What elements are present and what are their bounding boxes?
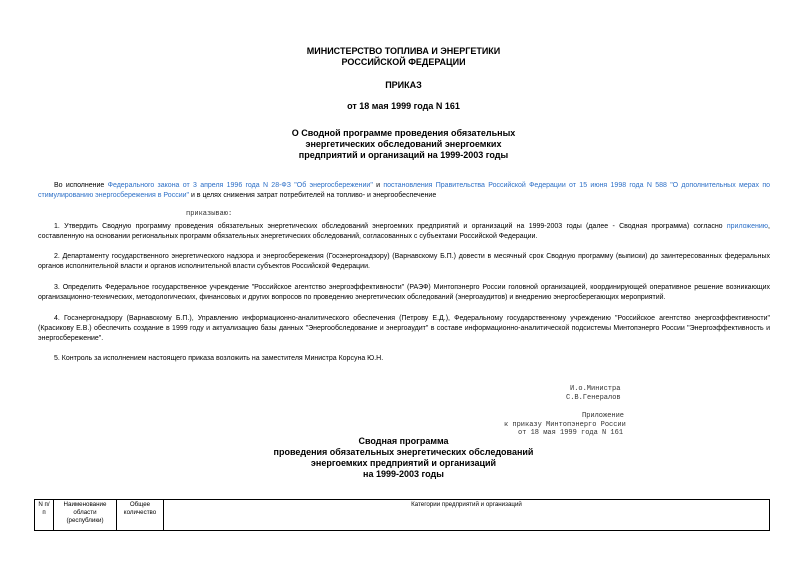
program-title	[0, 436, 807, 480]
table-header-row	[35, 500, 770, 531]
appendix-order-ref: к приказу Минтопэнерго России	[504, 421, 626, 429]
decree-link[interactable]: постановления Правительства Российской Федерации от 15 июня 1998 года N 588 "О дополнительных мерах по стимулированию энергосбережения в России"	[38, 182, 771, 199]
item-1	[38, 222, 770, 242]
ministry-line-1: МИНИСТЕРСТВО ТОПЛИВА И ЭНЕРГЕТИКИ	[306, 46, 501, 56]
preamble-text-end: и в целях снижения затрат потребителей на топливо- и энергообеспечение	[189, 192, 437, 199]
header-region: Наименование области (республики)	[54, 500, 117, 531]
doc-date-number: от 18 мая 1999 года N 161	[347, 101, 460, 111]
program-title-line-3: энергоемких предприятий и организаций	[310, 458, 497, 468]
item-3: 3. Определить Федеральное государственное учреждение "Российское агентство энергоэффективности" (РАЭФ) Минтопэнерго России головной организацией, координирующей оперативное решение возникающих организационно-технических, методологических, финансовых и других вопросов по проведению энергетических обследований (энергоаудитов) и внедрению энергосберегающих мероприятий.	[38, 284, 770, 301]
item-5: 5. Контроль за исполнением настоящего приказа возложить на заместителя Министра Корсуна Ю.Н.	[54, 355, 384, 362]
program-title-line-4: на 1999-2003 годы	[363, 469, 444, 479]
doc-type: ПРИКАЗ	[385, 80, 422, 90]
order-word: приказываю:	[186, 210, 233, 218]
ministry-heading	[0, 46, 807, 68]
preamble-paragraph	[38, 181, 770, 201]
order-title-line-2: энергетических обследований энергоемких	[305, 139, 502, 149]
item-2: 2. Департаменту государственного энергетического надзора и энергосбережения (Госэнергонадзору) (Варнавскому Б.П.) довести в месячный срок Сводную программу (выписки) до заинтересованных федеральных органов исполнительной власти и органов исполнительной власти субъектов Российской Федерации.	[38, 253, 770, 270]
preamble-text-start: Во исполнение	[54, 182, 108, 189]
appendix-link[interactable]: приложению	[726, 223, 769, 230]
ministry-line-2: РОССИЙСКОЙ ФЕДЕРАЦИИ	[341, 57, 466, 67]
header-number: N п/п	[35, 500, 54, 531]
item-4: 4. Госэнергонадзору (Варнавскому Б.П.), Управлению информационно-аналитического обеспечения (Петрову Е.Д.), Федеральному государственному учреждению "Российское агентство энергоэффективности" (Красикову Е.В.) обеспечить создание в 1999 году и актуализацию базы данных "Энергообследование и энергоаудит" в составе информационно-аналитической подсистемы Минтопэнерго России "Энергоэффективность и энергосбережение".	[38, 315, 770, 342]
signature-title: И.о.Министра	[570, 385, 621, 393]
program-title-line-2: проведения обязательных энергетических обследований	[273, 447, 534, 457]
appendix-order-date: от 18 мая 1999 года N 161	[518, 429, 624, 437]
header-total: Общее количество	[117, 500, 164, 531]
order-title	[0, 128, 807, 161]
order-title-line-3: предприятий и организаций на 1999-2003 годы	[298, 150, 509, 160]
signature-name: С.В.Генералов	[566, 394, 621, 402]
item-1-text-end: , составленную на основании региональных программ обязательных энергетических обследований, согласованных с субъектами Российской Федерации.	[38, 223, 770, 240]
order-title-line-1: О Сводной программе проведения обязательных	[291, 128, 516, 138]
header-categories: Категории предприятий и организаций	[164, 500, 770, 531]
program-table	[34, 499, 770, 531]
item-1-text: 1. Утвердить Сводную программу проведения обязательных энергетических обследований энергоемких предприятий и организаций на 1999-2003 годы (далее - Сводная программа) согласно	[54, 223, 727, 230]
program-title-line-1: Сводная программа	[358, 436, 449, 446]
law-link[interactable]: Федерального закона от 3 апреля 1996 года N 28-ФЗ "Об энергосбережении"	[107, 182, 373, 189]
appendix-label: Приложение	[582, 412, 625, 420]
preamble-text-mid: и	[372, 182, 384, 189]
